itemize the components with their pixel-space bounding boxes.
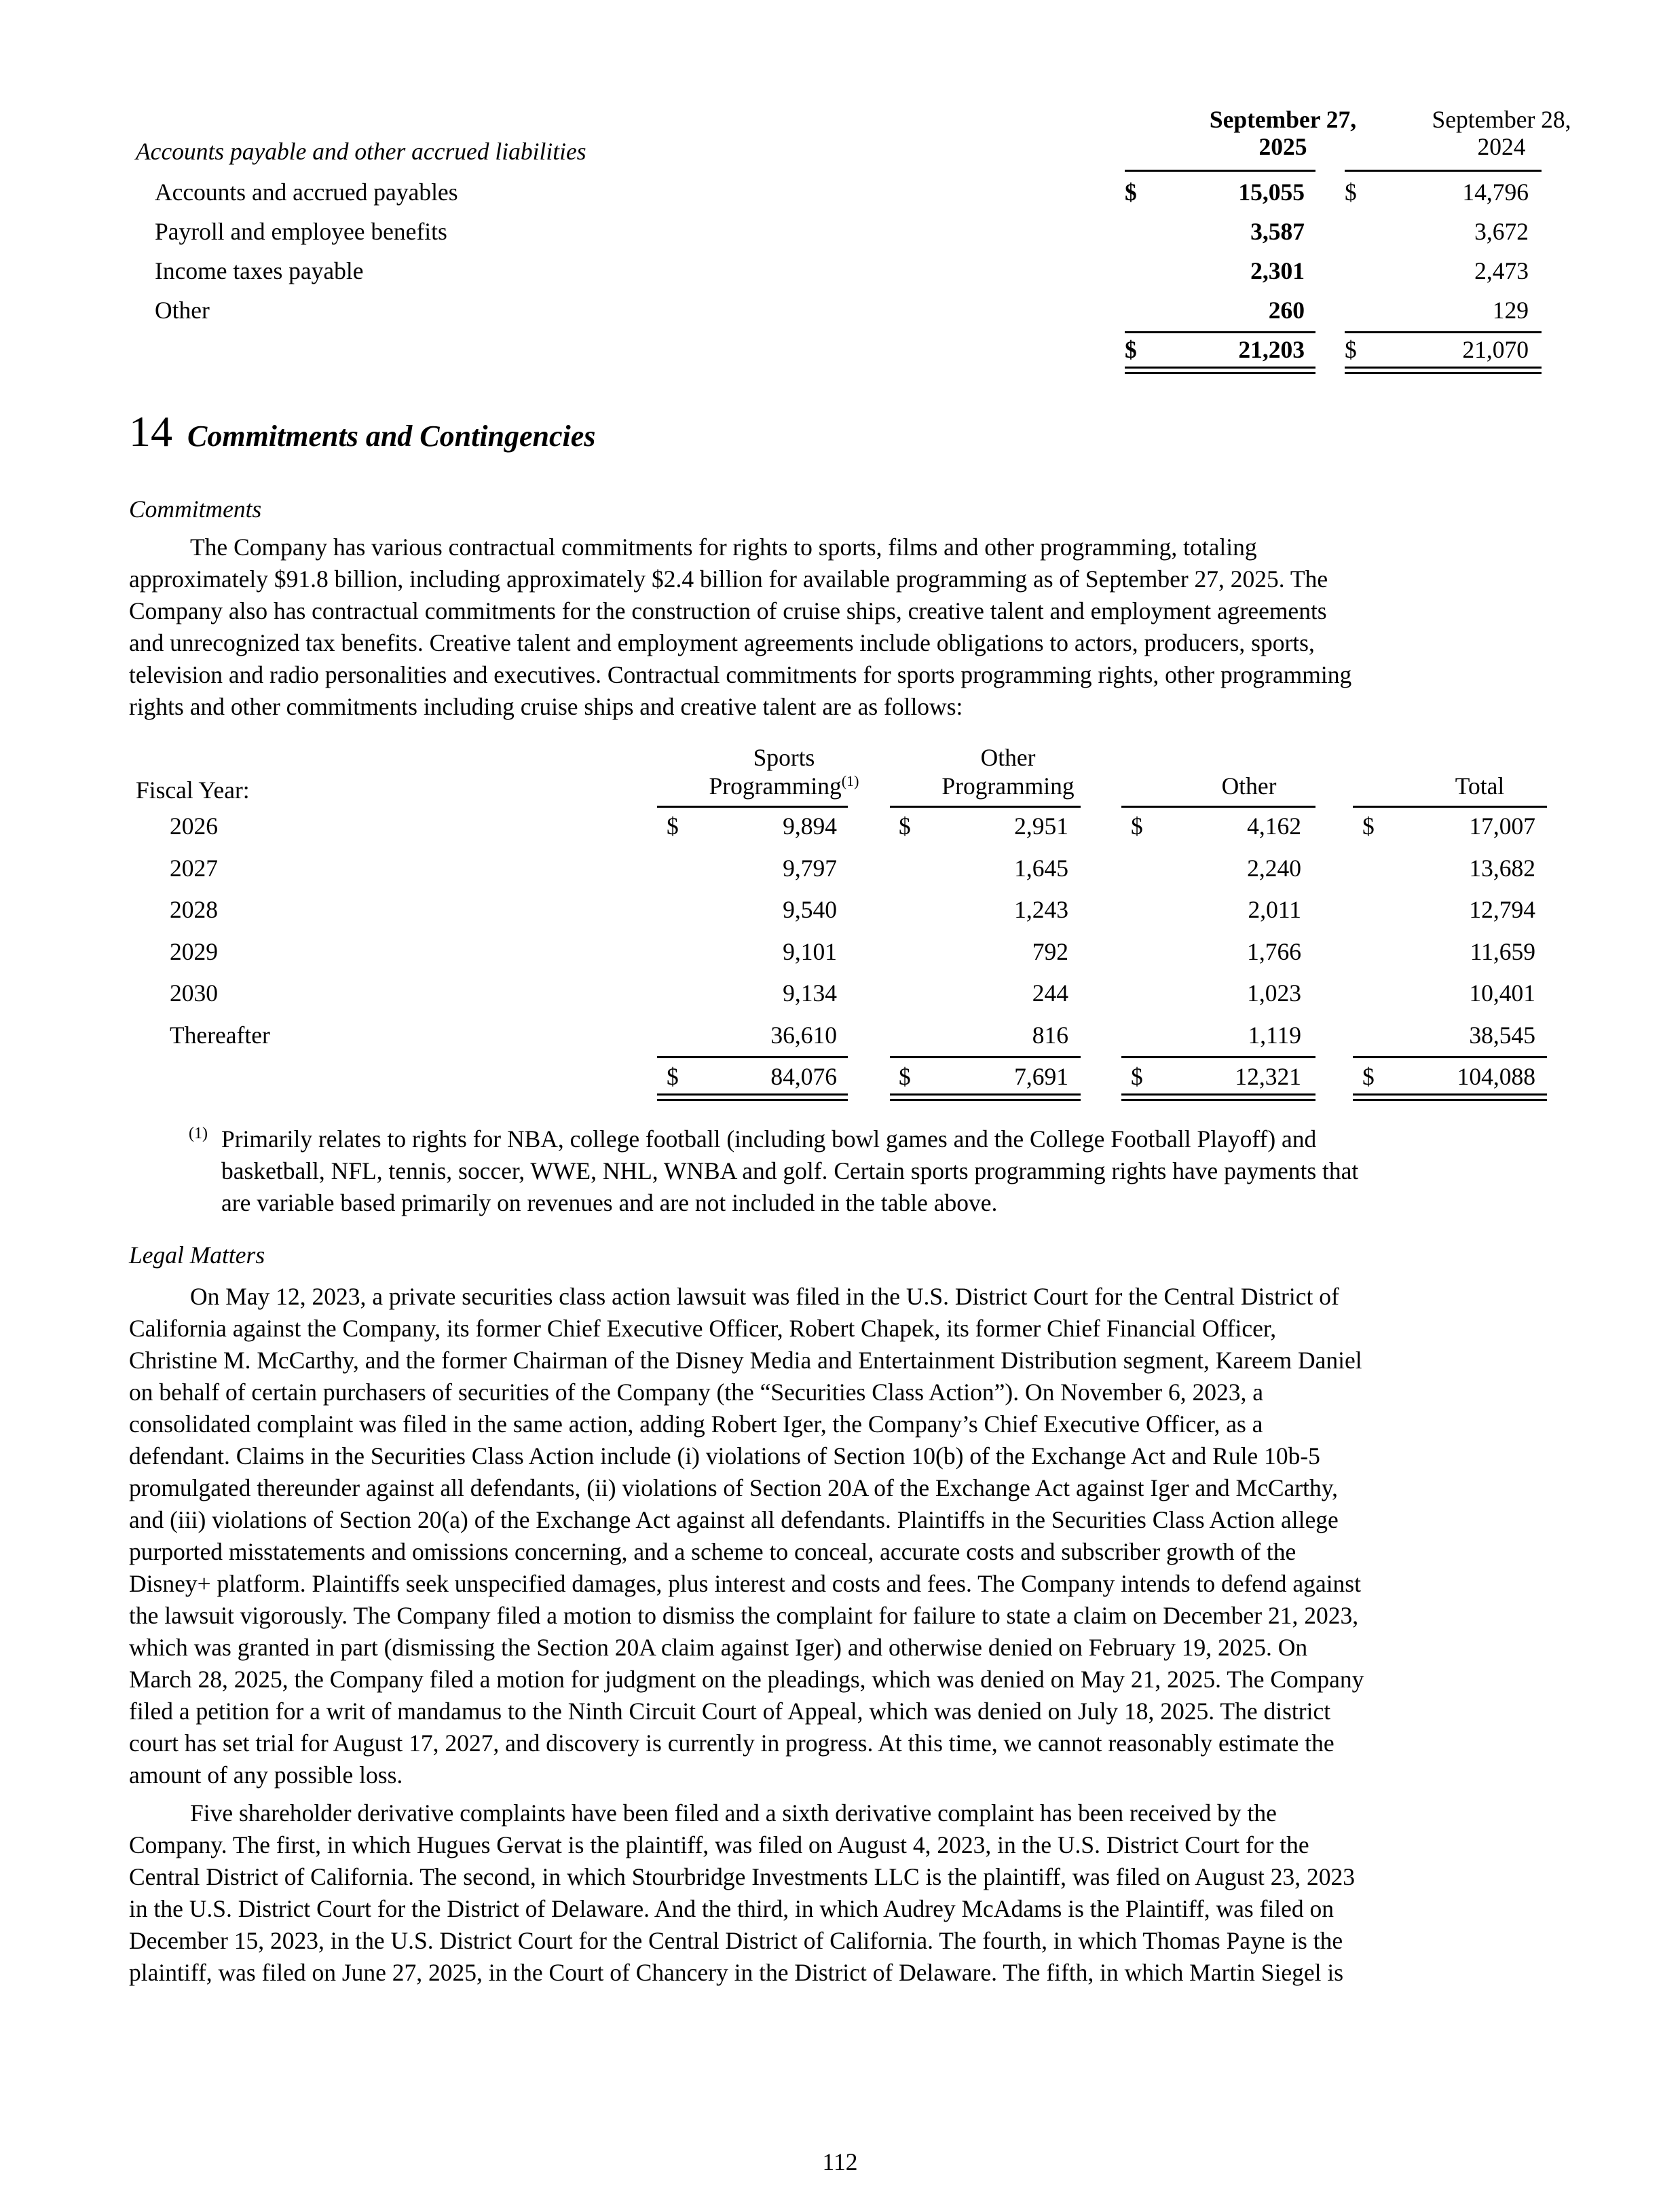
fiscal-year-cell: 2027: [170, 854, 218, 882]
column-header-other: Other: [1221, 772, 1277, 800]
value-cell: 9,134: [783, 979, 837, 1007]
column-header-sports: Sports Programming$^{(1)}$: [709, 744, 859, 800]
section-number: 14: [129, 407, 172, 455]
value-cell: 13,682: [1469, 854, 1535, 882]
value-cell: 792: [1032, 937, 1068, 965]
fiscal-year-cell: Thereafter: [170, 1021, 270, 1049]
table-row: [129, 889, 1551, 931]
footnote-text: Primarily relates to rights for NBA, college football (including bowl games and the College Football Playoff) and basketball, NFL, tennis, soccer, WWE, NHL, WNBA and golf. Certain sports programming rights have payments that are variable based primarily on revenues and are not included in the table above.: [221, 1125, 1359, 1216]
table-row: [129, 848, 1551, 890]
column-header-2024: September 28, 2024: [1432, 106, 1571, 160]
value-cell: 9,540: [783, 896, 837, 923]
table-row: Payroll and employee benefits 3,587 3,672: [155, 218, 1529, 245]
value-cell: 1,023: [1247, 979, 1301, 1007]
table-row: [129, 806, 1551, 848]
section-heading: [129, 407, 596, 455]
table-caption: Accounts payable and other accrued liabilities: [136, 138, 586, 165]
page-number: 112: [822, 2148, 858, 2175]
fiscal-year-cell: 2029: [170, 937, 218, 965]
value-cell: 4,162: [1247, 812, 1301, 840]
table-row: Income taxes payable 2,301 2,473: [155, 257, 1529, 284]
accounts-payable-table: [129, 106, 1571, 371]
header-rule: [1345, 170, 1542, 172]
value-cell: 1,766: [1247, 937, 1301, 965]
value-cell: 9,101: [783, 937, 837, 965]
value-cell: 10,401: [1469, 979, 1535, 1007]
commitments-paragraph: The Company has various contractual commitments for rights to sports, films and other programming, totaling approximately $91.8 billion, including approximately $2.4 billion for available programming as of September 27, 2025. The Company also has contractual commitments for the construction of cruise ships, creative talent and employment agreements and unrecognized tax benefits. Creative talent and employment agreements include obligations to actors, producers, sports, television and radio personalities and executives. Contractual commitments for sports programming rights, other programming rights and other commitments including cruise ships and creative talent are as follows:: [129, 534, 1352, 720]
value-cell: 9,894: [783, 812, 837, 840]
legal-paragraph-2: Five shareholder derivative complaints have been filed and a sixth derivative complaint has been received by the Company. The first, in which Hugues Gervat is the plaintiff, was filed on August 4, 2023, in the U.S. District Court for the Central District of California. The second, in which Stourbridge Investments LLC is the plaintiff, was filed on August 23, 2023 in the U.S. District Court for the District of Delaware. And the third, in which Audrey McAdams is the Plaintiff, was filed on December 15, 2023, in the U.S. District Court for the Central District of California. The fourth, in which Thomas Payne is the plaintiff, was filed on June 27, 2025, in the Court of Chancery in the District of Delaware. The fifth, in which Martin Siegel is: [129, 1799, 1355, 1986]
fiscal-year-cell: 2028: [170, 896, 218, 923]
value-cell: 2,240: [1247, 854, 1301, 882]
value-cell: 12,794: [1469, 896, 1535, 923]
currency-symbol: $: [667, 812, 679, 840]
section-title: Commitments and Contingencies: [187, 419, 596, 453]
table-row: [129, 973, 1551, 1015]
table-total-row: $ 84,076 $ 7,691 $ 12,321 $ 104,088: [129, 1056, 1551, 1098]
footnote-mark: (1): [189, 1125, 208, 1142]
table-header: [129, 106, 1571, 168]
commitments-heading: Commitments: [129, 495, 262, 523]
value-cell: 11,659: [1470, 937, 1535, 965]
value-cell: 17,007: [1469, 812, 1535, 840]
fiscal-year-cell: 2030: [170, 979, 218, 1007]
value-cell: 244: [1032, 979, 1068, 1007]
table-row: [129, 1015, 1551, 1057]
value-cell: 1,243: [1014, 896, 1068, 923]
fiscal-year-cell: 2026: [170, 812, 218, 840]
column-header-2025: September 27, 2025: [1209, 106, 1357, 160]
column-header-total: Total: [1455, 772, 1505, 800]
value-cell: 1,645: [1014, 854, 1068, 882]
currency-symbol: $: [1362, 812, 1375, 840]
value-cell: 2,011: [1248, 896, 1301, 923]
document-page: [129, 0, 1571, 2189]
currency-symbol: $: [1131, 812, 1143, 840]
legal-matters-heading: Legal Matters: [129, 1241, 265, 1269]
legal-paragraph-1: On May 12, 2023, a private securities class action lawsuit was filed in the U.S. District Court for the Central District of California against the Company, its former Chief Executive Officer, Robert Chapek, its former Chief Financial Officer, Christine M. McCarthy, and the former Chairman of the Disney Media and Entertainment Distribution segment, Kareem Daniel on behalf of certain purchasers of securities of the Company (the “Securities Class Action”). On November 6, 2023, a consolidated complaint was filed in the same action, adding Robert Iger, the Company’s Chief Executive Officer, as a defendant. Claims in the Securities Class Action include (i) violations of Section 10(b) of the Exchange Act and Rule 10b-5 promulgated thereunder against all defendants, (ii) violations of Section 20A of the Exchange Act against Iger and McCarthy, and (iii) violations of Section 20(a) of the Exchange Act against all defendants. Plaintiffs in the Securities Class Action allege purported misstatements and omissions concerning, and a scheme to conceal, accurate costs and subscriber growth of the Disney+ platform. Plaintiffs seek unspecified damages, plus interest and costs and fees. The Company intends to defend against the lawsuit vigorously. The Company filed a motion to dismiss the complaint for failure to state a claim on December 21, 2023, which was granted in part (dismissing the Section 20A claim against Iger) and otherwise denied on February 19, 2025. On March 28, 2025, the Company filed a motion for judgment on the pleadings, which was denied on May 21, 2025. The Company filed a petition for a writ of mandamus to the Ninth Circuit Court of Appeal, which was denied on July 18, 2025. The district court has set trial for August 17, 2027, and discovery is currently in progress. At this time, we cannot reasonably estimate the amount of any possible loss.: [129, 1283, 1364, 1789]
value-cell: 2,951: [1014, 812, 1068, 840]
table-row: Accounts and accrued payables $ 15,055 $ 14,796: [155, 179, 1529, 206]
currency-symbol: $: [899, 812, 911, 840]
table-row: Other 260 129: [155, 297, 1529, 324]
table-total-row: $ 21,203 $ 21,070: [129, 331, 1551, 371]
column-header-other-programming: Other Programming: [941, 744, 1075, 800]
value-cell: 1,119: [1248, 1021, 1301, 1049]
table-header: [129, 743, 1551, 806]
value-cell: 9,797: [783, 854, 837, 882]
commitments-table: [129, 743, 1551, 1098]
fiscal-year-label: Fiscal Year:: [136, 777, 250, 804]
value-cell: 38,545: [1469, 1021, 1535, 1049]
value-cell: 36,610: [770, 1021, 837, 1049]
table-row: [129, 931, 1551, 973]
header-rule: [1125, 170, 1315, 172]
value-cell: 816: [1032, 1021, 1068, 1049]
